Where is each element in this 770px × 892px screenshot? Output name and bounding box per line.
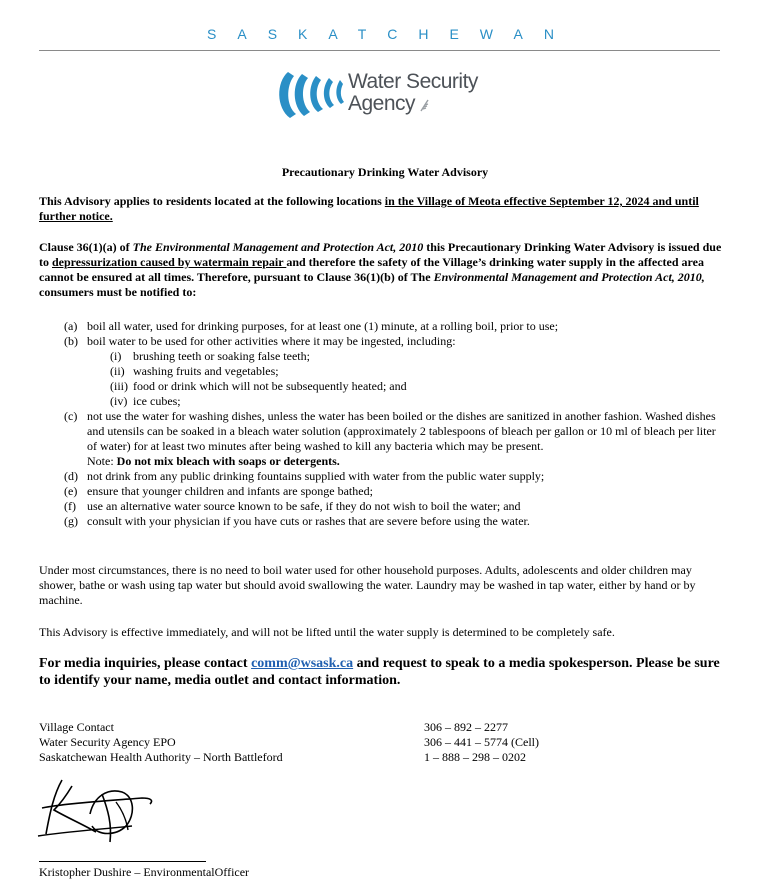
media-email-link[interactable]: comm@wsask.ca [251, 656, 354, 671]
sub-list-item: (iv) ice cubes; [110, 394, 181, 408]
location-effective-date: in the Village of Meota effective September 12, 2024 and until further notice. [39, 194, 699, 223]
wheat-icon [418, 98, 432, 112]
media-inquiries: For media inquiries, please contact comm@wsask.ca and request to speak to a media spokesperson. Please be sure to identify your name, media outlet and contact information. [39, 656, 720, 688]
list-item: (e) ensure that younger children and infants are sponge bathed; [64, 484, 373, 498]
logo-line-2: Agency [348, 93, 478, 115]
contacts-table [39, 720, 729, 765]
sub-list-item: (ii) washing fruits and vegetables; [110, 364, 279, 378]
logo-line-1: Water Security [348, 70, 478, 93]
clause-paragraph: Clause 36(1)(a) of The Environmental Management and Protection Act, 2010 this Precautionary Drinking Water Advisory is issued due to depressurization caused by watermain repair and therefore the safety of the Village’s drinking water supply in the affected area cannot be ensured at all times. Therefore, pursuant to Clause 36(1)(b) of The Environmental Management and Protection Act, 2010, consumers must be notified to: [39, 240, 722, 299]
signature-icon [32, 774, 162, 846]
circumstances-paragraph: Under most circumstances, there is no need to boil water used for other household purposes. Adults, adolescents and older children may shower, bathe or wash using tap water but should avoid swallowing the water. Laundry may be washed in tap water, either by hand or by machine. [39, 563, 696, 607]
advisory-cause: depressurization caused by watermain repair [52, 255, 287, 269]
list-item: (d) not drink from any public drinking fountains supplied with water from the public water supply; [64, 469, 545, 483]
sub-list-item: (iii) food or drink which will not be subsequently heated; and [110, 379, 407, 393]
header-divider [39, 50, 720, 51]
contact-row: Water Security Agency EPO 306 – 441 – 5774 (Cell) [39, 735, 539, 749]
list-item: (b) boil water to be used for other activities where it may be ingested, including: [64, 334, 456, 348]
logo-wordmark [348, 71, 478, 115]
province-header: SASKATCHEWAN [207, 26, 575, 42]
contact-row: Village Contact 306 – 892 – 2277 [39, 720, 508, 734]
bleach-note: Note: Do not mix bleach with soaps or detergents. [87, 454, 340, 468]
effective-paragraph: This Advisory is effective immediately, and will not be lifted until the water supply is determined to be completely safe. [39, 625, 615, 639]
list-item: (f) use an alternative water source known to be safe, if they do not wish to boil the water; and [64, 499, 521, 513]
list-item: (c) not use the water for washing dishes, unless the water has been boiled or the dishes are sanitized in another fashion. Washed dishes and utensils can be soaked in a bleach water solution (approximately 2 tablespoons of bleach per gallon or 10 ml of bleach per liter of water) for at least two minutes after being washed to kill any bacteria which may be present. [64, 409, 716, 453]
contact-row: Saskatchewan Health Authority – North Battleford 1 – 888 – 298 – 0202 [39, 750, 526, 764]
signature-line [39, 861, 206, 862]
sub-list-item: (i) brushing teeth or soaking false teeth; [110, 349, 310, 363]
water-wave-logo-icon [274, 64, 346, 124]
wsa-logo [274, 64, 494, 124]
advisory-title: Precautionary Drinking Water Advisory [281, 165, 489, 179]
list-item: (g) consult with your physician if you have cuts or rashes that are severe before using the water. [64, 514, 530, 528]
intro-paragraph: This Advisory applies to residents located at the following locations in the Village of Meota effective September 12, 2024 and until further notice. [39, 194, 699, 223]
officer-name: Kristopher Dushire – EnvironmentalOfficer [39, 865, 250, 879]
list-item: (a) boil all water, used for drinking purposes, for at least one (1) minute, at a rolling boil, prior to use; [64, 319, 559, 333]
instructions-list [64, 319, 724, 529]
